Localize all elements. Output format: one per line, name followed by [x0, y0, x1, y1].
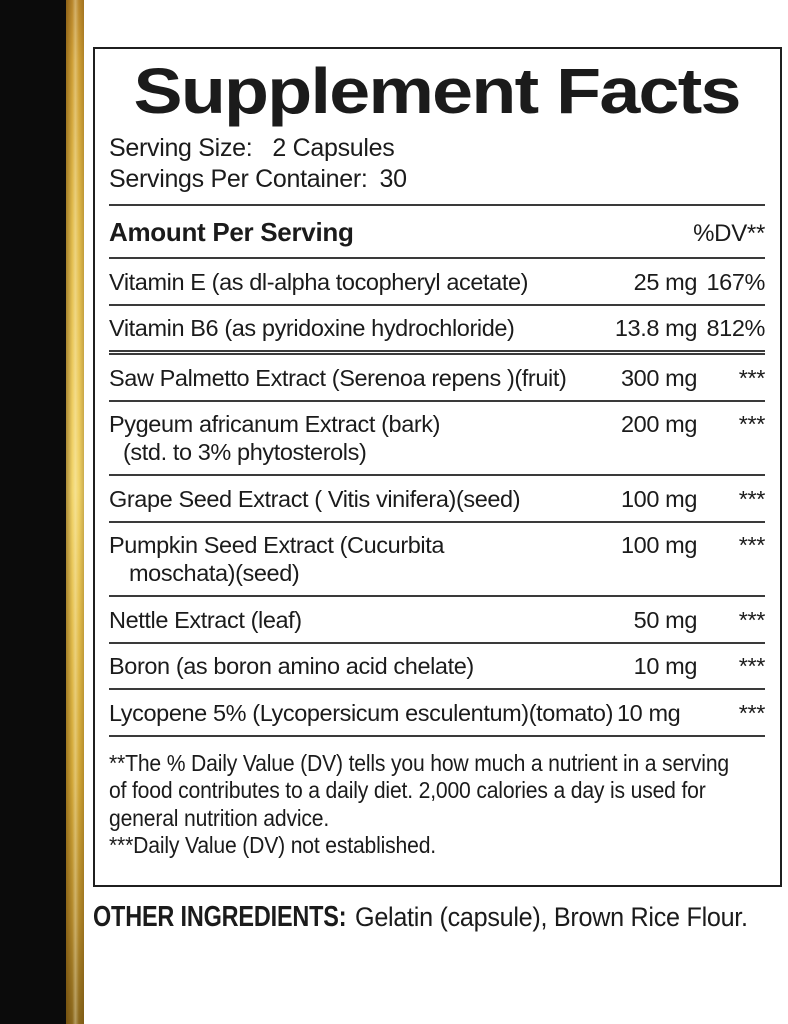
ingredient-amount: 100 mg: [621, 532, 697, 558]
footnote-line: of food contributes to a daily diet. 2,000 calories a day is used for: [109, 777, 706, 803]
supplement-facts-panel: [93, 47, 782, 887]
other-ingredients-value: Gelatin (capsule), Brown Rice Flour.: [355, 902, 748, 932]
table-row-grape-seed: [109, 476, 765, 521]
serving-size-line: [109, 133, 765, 164]
ingredient-amount: 25 mg: [633, 268, 697, 295]
other-ingredients-label: OTHER INGREDIENTS:: [93, 901, 347, 933]
table-row-nettle: [109, 597, 765, 642]
ingredient-dv: 167%: [706, 268, 765, 295]
dv-footnote: [109, 737, 765, 860]
serving-size-label: Serving Size:: [109, 134, 253, 162]
footnote-line: general nutrition advice.: [109, 804, 330, 831]
ingredient-amount: 50 mg: [633, 606, 697, 633]
servings-per-container-value: 30: [379, 165, 407, 193]
ingredient-amount: 10 mg: [633, 653, 697, 679]
ingredient-name: Vitamin E (as dl-alpha tocopheryl acetate): [109, 268, 529, 295]
footnote-line: **The % Daily Value (DV) tells you how much a nutrient in a serving: [109, 749, 729, 776]
serving-size-value: 2 Capsules: [272, 134, 395, 162]
servings-per-container-label: Servings Per Container:: [109, 165, 368, 193]
ingredient-name: Boron (as boron amino acid chelate): [109, 653, 474, 679]
ingredient-dv: ***: [738, 364, 765, 391]
gold-accent-stripe: [66, 0, 84, 1024]
table-row-boron: [109, 644, 765, 689]
amount-per-serving-header: [109, 206, 765, 257]
ingredient-name-line1: Pygeum africanum Extract (bark): [109, 411, 441, 437]
ingredient-dv: 812%: [706, 315, 765, 341]
ingredient-amount: 100 mg: [621, 485, 697, 512]
table-row-vitamin-e: [109, 259, 765, 304]
ingredient-dv: ***: [738, 653, 765, 679]
table-row-vitamin-b6: [109, 306, 765, 351]
ingredient-amount: 200 mg: [621, 411, 697, 437]
ingredient-amount: 10 mg: [617, 699, 681, 726]
ingredient-amount: 13.8 mg: [614, 315, 697, 341]
ingredient-name: Nettle Extract (leaf): [109, 606, 302, 633]
ingredient-dv: ***: [738, 606, 765, 633]
table-row-saw-palmetto: [109, 355, 765, 400]
ingredient-dv: ***: [738, 532, 765, 558]
ingredient-name: Vitamin B6 (as pyridoxine hydrochloride): [109, 315, 515, 341]
ingredient-name: Lycopene 5% (Lycopersicum esculentum)(tomato): [109, 699, 614, 726]
ingredient-name: [109, 410, 601, 466]
amount-per-serving-label: Amount Per Serving: [109, 217, 354, 247]
left-black-bar: [0, 0, 66, 1024]
table-row-pumpkin-seed: [109, 523, 765, 596]
ingredient-name-line1: Pumpkin Seed Extract (Cucurbita: [109, 532, 445, 558]
ingredient-name: Saw Palmetto Extract (Serenoa repens )(fruit): [109, 364, 567, 391]
panel-title-wrap: [109, 55, 765, 128]
table-row-pygeum: [109, 402, 765, 475]
dv-column-header: %DV**: [693, 220, 765, 247]
servings-per-container-line: [109, 164, 765, 195]
footnote-line: ***Daily Value (DV) not established.: [109, 832, 436, 858]
ingredient-name: [109, 531, 601, 587]
table-row-lycopene: [109, 690, 765, 735]
other-ingredients-line: [93, 901, 748, 934]
panel-title: Supplement Facts: [133, 55, 741, 127]
ingredient-dv: ***: [738, 699, 765, 726]
ingredient-dv: ***: [738, 485, 765, 512]
ingredient-amount: 300 mg: [621, 364, 697, 391]
ingredient-dv: ***: [738, 411, 765, 437]
ingredient-name-line2: (std. to 3% phytosterols): [123, 439, 367, 465]
ingredient-name-line2: moschata)(seed): [129, 560, 300, 586]
ingredient-name: Grape Seed Extract ( Vitis vinifera)(seed): [109, 485, 521, 512]
